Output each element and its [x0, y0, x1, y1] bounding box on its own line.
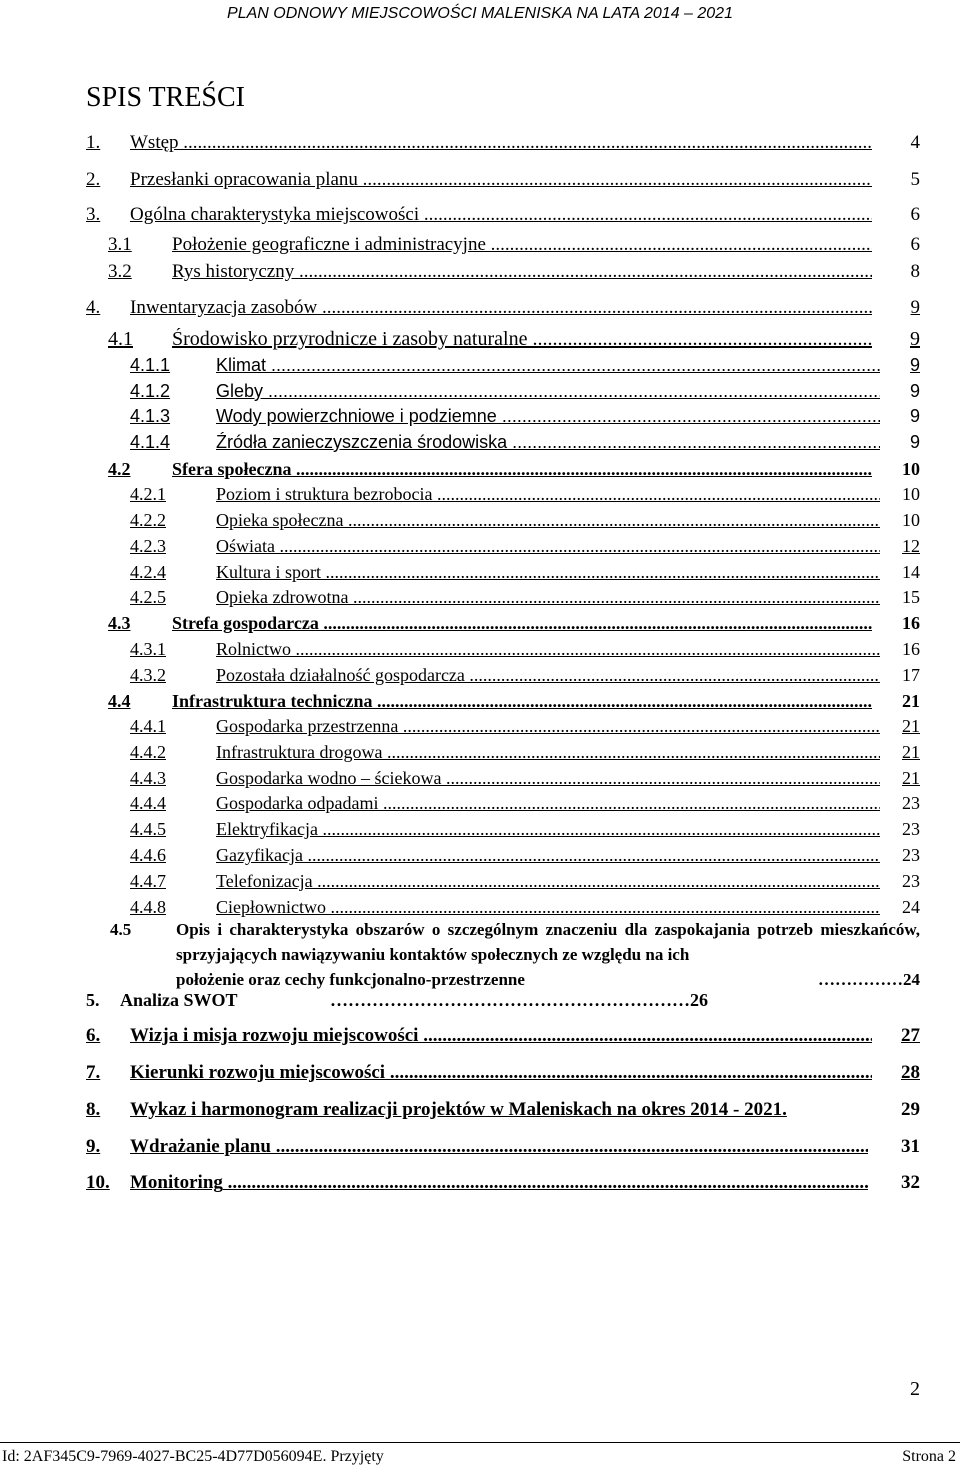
- toc-label[interactable]: Elektryfikacja .....: [216, 819, 880, 840]
- toc-page: 15: [902, 587, 920, 607]
- toc-entry-4-3-2[interactable]: [0, 665, 960, 691]
- toc-entry-4-1-1[interactable]: [0, 355, 960, 381]
- toc-num: 7.: [86, 1062, 101, 1083]
- toc-page: 5: [910, 169, 920, 190]
- toc-entry-4-2-2[interactable]: [0, 510, 960, 536]
- toc-label[interactable]: Środowisko przyrodnicze i zasoby naturalne .....: [172, 328, 872, 351]
- toc-label[interactable]: Źródła zanieczyszczenia środowiska .....: [216, 432, 880, 453]
- toc-label[interactable]: Ogólna charakterystyka miejscowości .....: [130, 204, 872, 226]
- toc-page: 10: [902, 459, 920, 479]
- toc-entry-4-4-1[interactable]: [0, 716, 960, 742]
- toc-page: 27: [901, 1025, 920, 1046]
- toc-label[interactable]: Gleby .....: [216, 381, 880, 402]
- toc-num: 3.: [86, 204, 101, 225]
- toc-label[interactable]: Gospodarka odpadami .....: [216, 793, 880, 814]
- toc-page: 14: [902, 562, 920, 582]
- toc-num: 4.1.4: [130, 432, 171, 452]
- toc-page: 23: [902, 819, 920, 839]
- toc-entry-7[interactable]: [0, 1062, 960, 1088]
- toc-entry-4-5[interactable]: [110, 917, 920, 989]
- toc-page: 9: [909, 406, 920, 426]
- toc-entry-4-1-4[interactable]: [0, 432, 960, 458]
- toc-entry-4-2[interactable]: [0, 459, 960, 485]
- toc-entry-4-2-1[interactable]: [0, 484, 960, 510]
- toc-label[interactable]: Kultura i sport .....: [216, 562, 880, 583]
- page-title: SPIS TREŚCI: [86, 82, 245, 113]
- toc-num: 3.2: [108, 261, 132, 282]
- toc-entry-4-2-4[interactable]: [0, 562, 960, 588]
- toc-page: 21: [902, 742, 920, 762]
- toc-label[interactable]: Infrastruktura techniczna .....: [172, 691, 872, 712]
- toc-label[interactable]: Pozostała działalność gospodarcza .....: [216, 665, 880, 686]
- toc-entry-3[interactable]: [0, 204, 960, 230]
- toc-label[interactable]: Monitoring .....: [130, 1172, 868, 1194]
- toc-label[interactable]: Rys historyczny .....: [172, 261, 872, 283]
- toc-entry-8[interactable]: [0, 1099, 960, 1125]
- toc-label[interactable]: Wody powierzchniowe i podziemne .....: [216, 406, 880, 427]
- toc-entry-4-1-2[interactable]: [0, 381, 960, 407]
- toc-page: 16: [902, 639, 920, 659]
- toc-page-swot: ……………………………………………………26: [330, 990, 708, 1010]
- toc-label[interactable]: Kierunki rozwoju miejscowości .....: [130, 1062, 872, 1084]
- toc-entry-4-4-6[interactable]: [0, 845, 960, 871]
- toc-page: 4: [910, 132, 920, 153]
- toc-entry-4-3[interactable]: [0, 613, 960, 639]
- toc-num: 2.: [86, 169, 101, 190]
- toc-entry-4-1-3[interactable]: [0, 406, 960, 432]
- toc-label[interactable]: Inwentaryzacja zasobów .....: [130, 297, 872, 319]
- toc-page: 9: [910, 328, 920, 350]
- toc-num: 4.2.2: [130, 510, 166, 530]
- toc-num: 4.5: [110, 920, 132, 939]
- toc-label[interactable]: Opieka społeczna .....: [216, 510, 880, 531]
- toc-label[interactable]: Wstęp .....: [130, 132, 872, 154]
- toc-label[interactable]: Sfera społeczna .....: [172, 459, 872, 480]
- toc-page: 29: [901, 1099, 920, 1120]
- toc-num: 10.: [86, 1172, 110, 1193]
- toc-entry-4-4-2[interactable]: [0, 742, 960, 768]
- toc-num: 4.1: [108, 328, 133, 350]
- toc-entry-3-2[interactable]: [0, 261, 960, 287]
- toc-label[interactable]: Rolnictwo .....: [216, 639, 880, 660]
- toc-page: 24: [902, 897, 920, 917]
- toc-entry-4-4-7[interactable]: [0, 871, 960, 897]
- toc-page: 21: [902, 768, 920, 788]
- toc-entry-10[interactable]: [0, 1172, 960, 1198]
- toc-page: 9: [909, 432, 920, 452]
- footer-document-id: Id: 2AF345C9-7969-4027-BC25-4D77D056094E. Przyjęty: [2, 1448, 384, 1465]
- toc-page: 21: [902, 691, 920, 711]
- toc-page: 9: [909, 381, 920, 401]
- toc-label[interactable]: Strefa gospodarcza .....: [172, 613, 872, 634]
- toc-num: 4.2.5: [130, 587, 166, 607]
- toc-page: 23: [902, 871, 920, 891]
- toc-label[interactable]: Gazyfikacja .....: [216, 845, 880, 866]
- toc-num: 4.4.1: [130, 716, 166, 736]
- toc-entry-4-4[interactable]: [0, 691, 960, 717]
- toc-label[interactable]: Wdrażanie planu .....: [130, 1136, 868, 1158]
- toc-entry-2[interactable]: [0, 169, 960, 195]
- toc-num: 4.4.2: [130, 742, 166, 762]
- toc-label[interactable]: Wizja i misja rozwoju miejscowości .....: [130, 1025, 872, 1047]
- toc-num: 4.2.3: [130, 536, 166, 556]
- toc-entry-4-2-3[interactable]: [0, 536, 960, 562]
- toc-label[interactable]: Położenie geograficzne i administracyjne .....: [172, 234, 872, 256]
- toc-page: 12: [902, 536, 920, 556]
- toc-label: Opis i charakterystyka obszarów o szczególnym znaczeniu dla zaspokajania potrzeb mieszkańców, sprzyjających nawiązywaniu kontaktów społecznych ze względu na ich: [176, 920, 920, 964]
- toc-entry-4-4-5[interactable]: [0, 819, 960, 845]
- toc-page: 9: [909, 355, 920, 375]
- toc-entry-6[interactable]: [0, 1025, 960, 1051]
- toc-num: 4.1.2: [130, 381, 171, 401]
- toc-num: 1.: [86, 132, 101, 153]
- toc-num: 4.4.8: [130, 897, 166, 917]
- toc-num: 4.3.1: [130, 639, 166, 659]
- toc-num: 4.2: [108, 459, 131, 479]
- toc-page: 17: [902, 665, 920, 685]
- toc-page: 16: [902, 613, 920, 633]
- toc-num: 4.4.6: [130, 845, 166, 865]
- toc-label[interactable]: Przesłanki opracowania planu .....: [130, 169, 872, 191]
- toc-label[interactable]: Opieka zdrowotna .....: [216, 587, 880, 608]
- toc-entry-1[interactable]: [0, 132, 960, 158]
- toc-num: 6.: [86, 1025, 101, 1046]
- toc-entry-4-4-4[interactable]: [0, 793, 960, 819]
- toc-num: 4.2.1: [130, 484, 166, 504]
- footer-page-label: Strona 2: [902, 1448, 956, 1465]
- toc-entry-4-2-5[interactable]: [0, 587, 960, 613]
- toc-page: 8: [910, 261, 920, 282]
- toc-num: 4.4: [108, 691, 131, 711]
- toc-page: 10: [902, 484, 920, 504]
- toc-label[interactable]: Oświata .....: [216, 536, 880, 557]
- page-number: 2: [910, 1378, 920, 1400]
- running-header: PLAN ODNOWY MIEJSCOWOŚCI MALENISKA NA LATA 2014 – 2021: [227, 5, 733, 22]
- toc-entry-3-1[interactable]: [0, 234, 960, 260]
- toc-num: 4.4.4: [130, 793, 166, 813]
- toc-label[interactable]: Gospodarka wodno – ściekowa .....: [216, 768, 880, 789]
- toc-page: 23: [902, 793, 920, 813]
- toc-entry-4-3-1[interactable]: [0, 639, 960, 665]
- toc-num: 4.2.4: [130, 562, 166, 582]
- toc-label[interactable]: Wykaz i harmonogram realizacji projektów w Maleniskach na okres 2014 - 2021.: [130, 1099, 787, 1120]
- toc-label-continued: położenie oraz cechy funkcjonalno-przestrzenne: [176, 970, 525, 989]
- toc-num: 9.: [86, 1136, 101, 1157]
- toc-label[interactable]: Telefonizacja .....: [216, 871, 880, 892]
- toc-num: 8.: [86, 1099, 101, 1120]
- toc-num: 4.4.5: [130, 819, 166, 839]
- toc-label[interactable]: Ciepłownictwo .....: [216, 897, 880, 918]
- toc-num: 3.1: [108, 234, 132, 255]
- toc-entry-4[interactable]: [0, 297, 960, 323]
- toc-page: 31: [901, 1136, 920, 1157]
- toc-label[interactable]: Klimat .....: [216, 355, 880, 376]
- toc-page: 21: [902, 716, 920, 736]
- toc-page: 10: [902, 510, 920, 530]
- toc-num: 4.3.2: [130, 665, 166, 685]
- toc-entry-4-4-3[interactable]: [0, 768, 960, 794]
- toc-page: ……………24: [818, 970, 920, 989]
- toc-label[interactable]: Infrastruktura drogowa .....: [216, 742, 880, 763]
- toc-num: 4.1.3: [130, 406, 171, 426]
- toc-page: 28: [901, 1062, 920, 1083]
- toc-label[interactable]: Gospodarka przestrzenna .....: [216, 716, 880, 737]
- toc-page: 9: [910, 297, 920, 318]
- toc-num: 4.: [86, 297, 101, 318]
- toc-num: 4.4.7: [130, 871, 166, 891]
- toc-page: 32: [901, 1172, 920, 1193]
- toc-page: 6: [910, 204, 920, 225]
- toc-entry-9[interactable]: [0, 1136, 960, 1162]
- toc-page: 23: [902, 845, 920, 865]
- toc-num: 4.4.3: [130, 768, 166, 788]
- toc-label[interactable]: Poziom i struktura bezrobocia .....: [216, 484, 880, 505]
- footer-divider: [0, 1442, 960, 1443]
- toc-num: 4.3: [108, 613, 131, 633]
- toc-num: 4.1.1: [130, 355, 171, 375]
- toc-page: 6: [910, 234, 920, 255]
- toc-label-swot[interactable]: Analiza SWOT: [120, 990, 238, 1010]
- toc-num-swot: 5.: [86, 990, 100, 1010]
- toc-entry-4-1[interactable]: [0, 328, 960, 354]
